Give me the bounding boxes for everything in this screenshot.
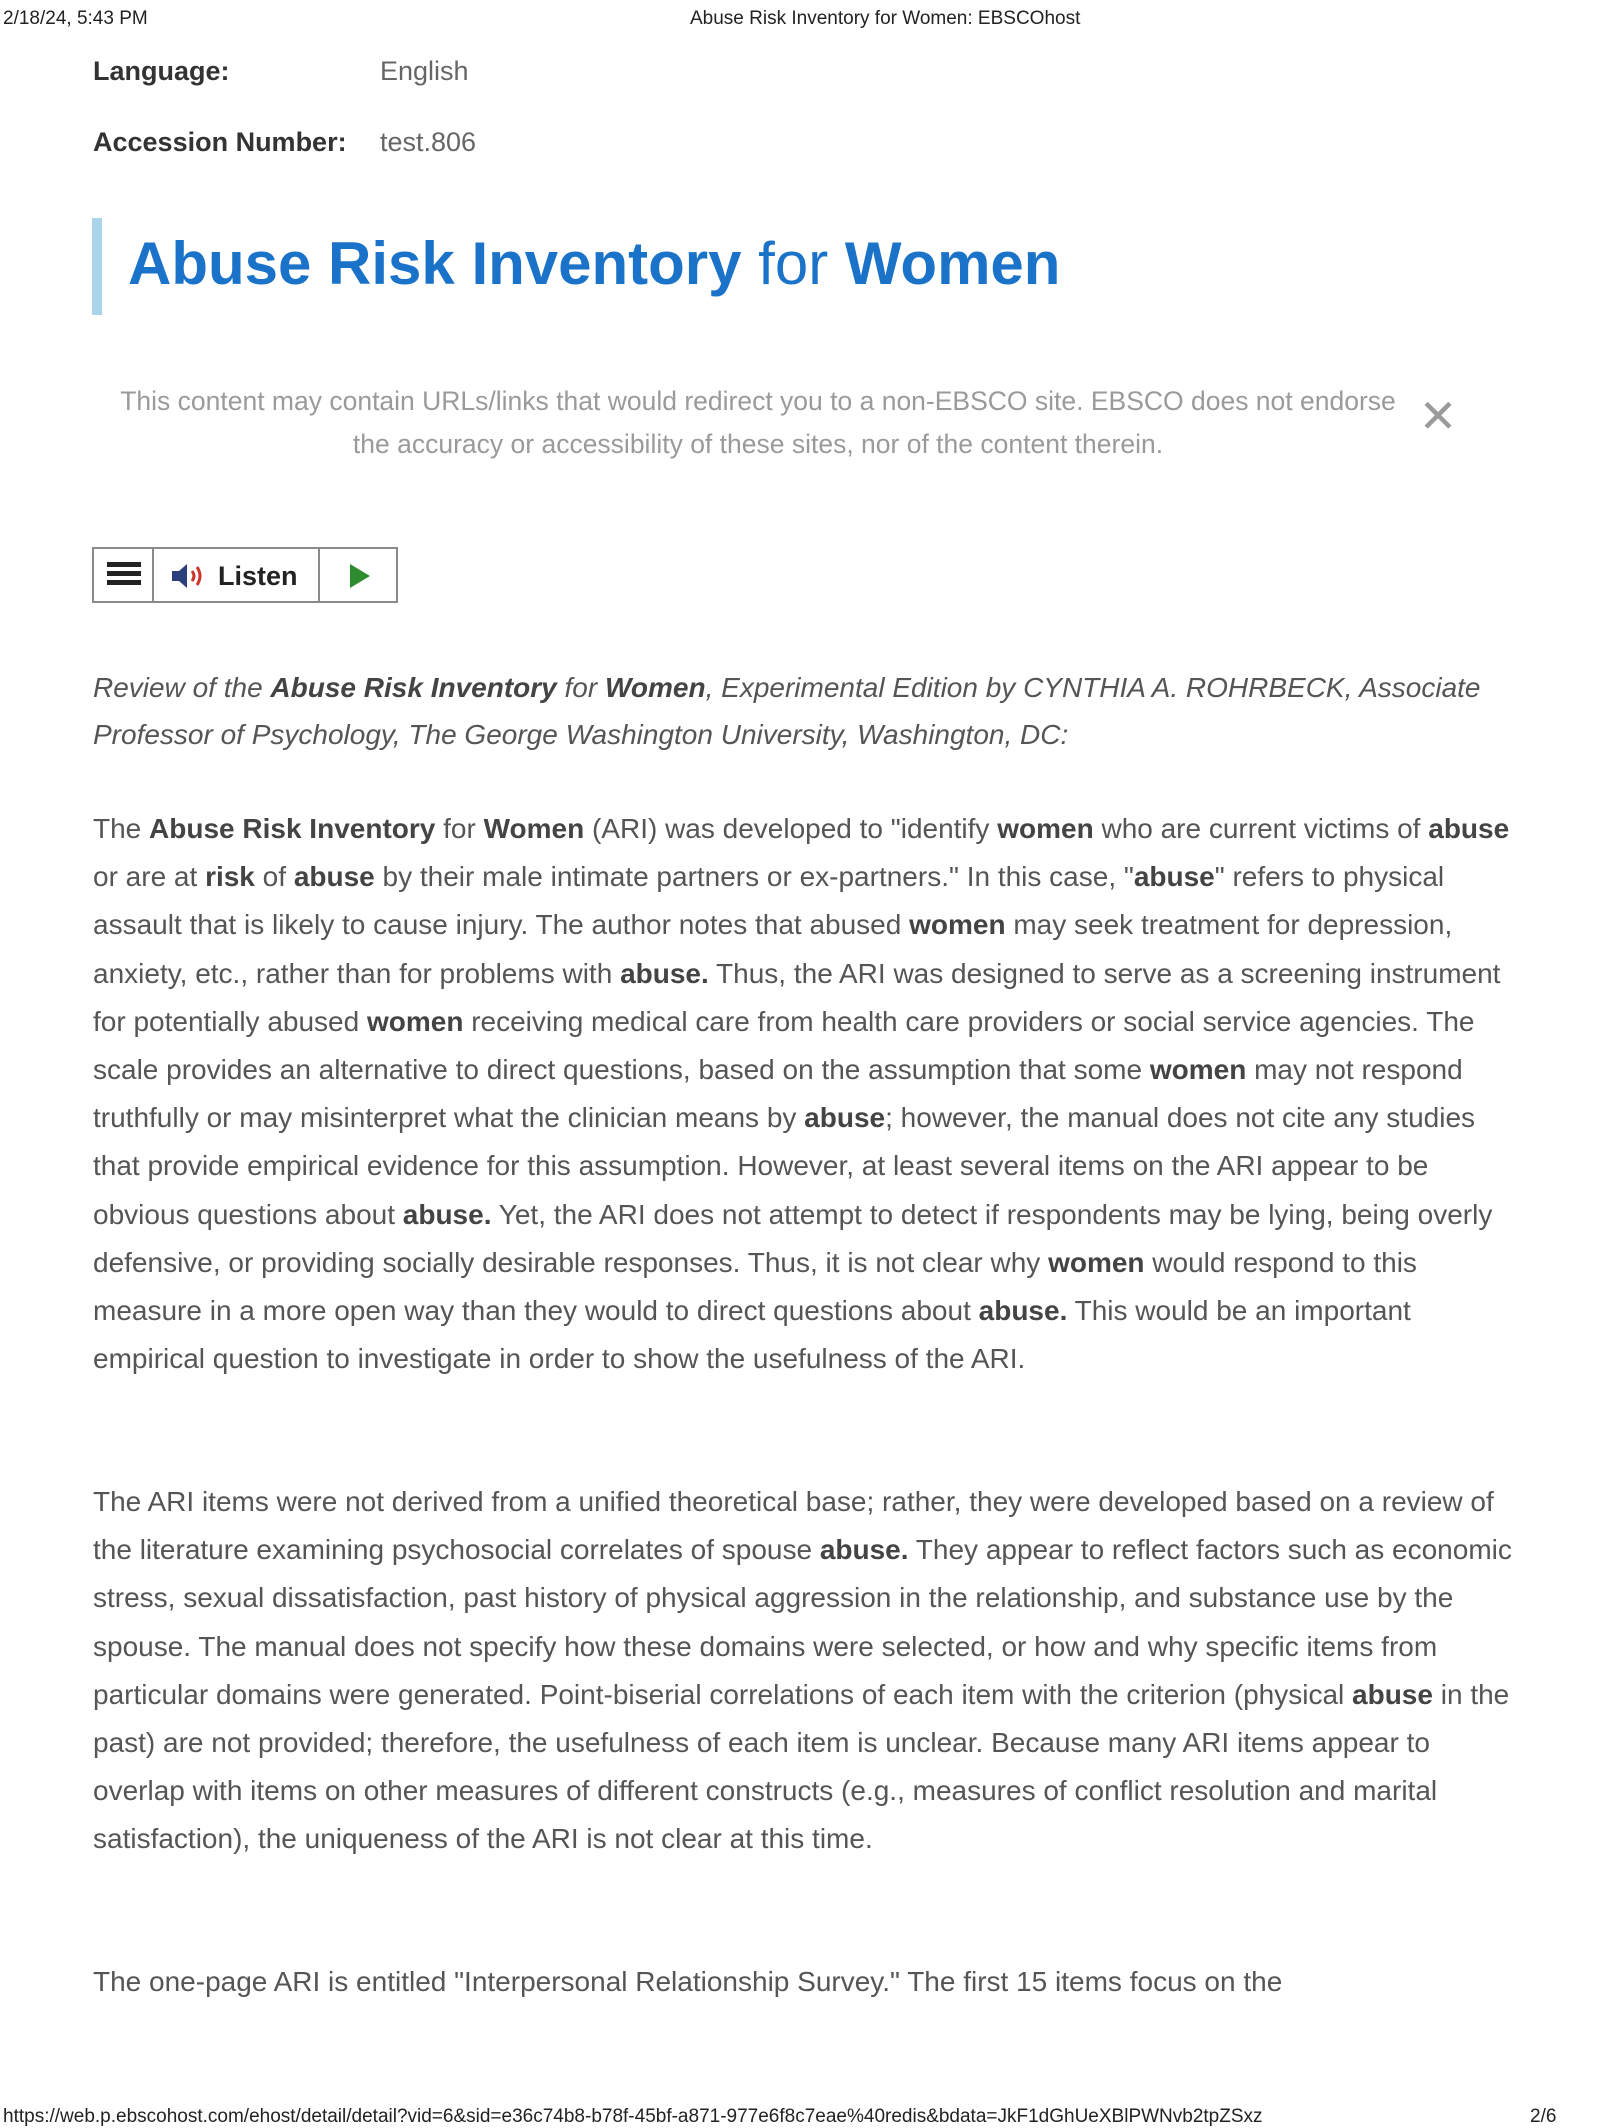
body-paragraph-1 <box>93 805 1513 1383</box>
title-part-2: for <box>741 230 845 297</box>
menu-icon <box>107 562 141 567</box>
accession-value: test.806 <box>380 127 477 157</box>
review-intro-bold-2: Women <box>604 672 706 703</box>
highlighted-term: abuse. <box>978 1295 1068 1327</box>
menu-button[interactable] <box>94 549 154 601</box>
paragraph-text: or are at <box>93 861 206 893</box>
paragraph-text: The ARI items were not derived from a unified theoretical base; rather, they were developed based on a review of the literature examining psychosocial correlates of spouse <box>93 1486 1494 1566</box>
play-icon <box>348 563 372 589</box>
highlighted-term: Abuse Risk Inventory <box>149 813 436 844</box>
highlighted-term: women <box>366 1005 464 1037</box>
highlighted-term: risk <box>205 861 255 893</box>
play-button[interactable] <box>320 549 396 601</box>
highlighted-term: women <box>1149 1054 1247 1086</box>
highlighted-term: abuse <box>293 861 375 893</box>
language-label: Language: <box>93 56 230 86</box>
print-url: https://web.p.ebscohost.com/ehost/detail/detail?vid=6&sid=e36c74b8-b78f-45bf-a871-977e6f8c7eae%40redis&bdata=JkF1dGhUeXBlPWNvb2tpZSxz <box>3 2106 1263 2127</box>
paragraph-text: They appear to reflect factors such as economic stress, sexual dissatisfaction, past history of physical aggression in the relationship, and substance use by the spouse. The manual does not specify how these domains were selected, or how and why specific items from particular domains were generated. Point-biserial correlations of each item with the criterion (physical <box>93 1534 1512 1710</box>
paragraph-text: " refers to physical assault that is likely to cause injury. The author notes that abused <box>93 861 1445 941</box>
highlighted-term: abuse. <box>402 1198 492 1230</box>
print-date: 2/18/24, 5:43 PM <box>3 8 148 29</box>
highlighted-term: women <box>997 813 1094 844</box>
paragraph-text: The <box>93 813 150 844</box>
highlighted-term: women <box>909 909 1006 941</box>
title-accent-bar <box>92 218 102 315</box>
paragraph-text: would respond to this measure in a more open way than they would to direct questions about <box>93 1246 1417 1327</box>
review-intro-text-2: for <box>556 672 605 703</box>
paragraph-text: ; however, the manual does not cite any studies that provide empirical evidence for this assumption. However, at least several items on the ARI appear to be obvious questions about <box>93 1102 1476 1230</box>
paragraph-text: for <box>435 813 484 844</box>
listen-button[interactable] <box>154 549 320 601</box>
body-paragraph-3: The one-page ARI is entitled "Interpersonal Relationship Survey." The first 15 items focus on the <box>93 1966 1283 1997</box>
accession-label: Accession Number: <box>93 127 347 157</box>
review-intro <box>93 664 1493 758</box>
paragraph-text: receiving medical care from health care providers or social service agencies. The scale provides an alternative to direct questions, based on the assumption that some <box>93 1005 1475 1086</box>
speaker-icon <box>170 562 208 590</box>
review-intro-text-1: Review of the <box>93 672 271 703</box>
external-link-disclaimer: This content may contain URLs/links that would redirect you to a non-EBSCO site. EBSCO does not endorse the accuracy or accessibility of these sites, nor of the content therein. <box>120 386 1396 459</box>
close-disclaimer-button[interactable] <box>1418 390 1458 442</box>
page-title <box>128 228 1060 300</box>
language-value: English <box>380 56 469 86</box>
print-header <box>0 4 1600 34</box>
paragraph-text: who are current victims of <box>1093 813 1429 844</box>
paragraph-text: by their male intimate partners or ex-partners." In this case, " <box>374 861 1134 893</box>
listen-label: Listen <box>218 561 298 591</box>
highlighted-term: abuse <box>1428 813 1510 844</box>
highlighted-term: women <box>1048 1246 1145 1278</box>
highlighted-term: abuse <box>804 1102 886 1134</box>
close-icon: ✕ <box>1418 390 1458 442</box>
highlighted-term: abuse. <box>819 1534 909 1566</box>
highlighted-term: abuse. <box>620 957 709 989</box>
highlighted-term: abuse <box>1133 861 1215 893</box>
paragraph-text: Thus, the ARI was designed to serve as a screening instrument for potentially abused <box>93 957 1501 1037</box>
title-part-3: Women <box>844 230 1061 297</box>
title-part-1: Abuse Risk Inventory <box>128 230 742 297</box>
read-aloud-toolbar <box>92 547 398 603</box>
paragraph-text: may seek treatment for depression, anxiety, etc., rather than for problems with <box>93 909 1453 989</box>
print-page-number: 2/6 <box>1530 2106 1557 2127</box>
print-title: Abuse Risk Inventory for Women: EBSCOhost <box>690 8 1081 29</box>
body-paragraph-2 <box>93 1478 1513 1864</box>
highlighted-term: Women <box>483 813 585 844</box>
paragraph-text: (ARI) was developed to "identify <box>584 813 998 844</box>
paragraph-text: Yet, the ARI does not attempt to detect if respondents may be lying, being overly defensive, or providing socially desirable responses. Thus, it is not clear why <box>93 1198 1493 1278</box>
review-intro-text-3: , Experimental Edition by CYNTHIA A. ROHRBECK, Associate Professor of Psychology, The George Washington University, Washington, DC: <box>93 672 1481 750</box>
paragraph-text: of <box>254 861 294 893</box>
menu-icon-line <box>107 571 141 576</box>
paragraph-text: in the past) are not provided; therefore, the usefulness of each item is unclear. Because many ARI items appear to overlap with items on other measures of different constructs (e.g., measures of conflict resolution and marital satisfaction), the uniqueness of the ARI is not clear at this time. <box>93 1678 1510 1855</box>
menu-icon-line <box>107 580 141 585</box>
paragraph-text: may not respond truthfully or may misinterpret what the clinician means by <box>93 1054 1463 1134</box>
review-intro-bold-1: Abuse Risk Inventory <box>270 672 557 703</box>
paragraph-text: This would be an important empirical question to investigate in order to show the usefulness of the ARI. <box>93 1295 1411 1375</box>
print-footer <box>0 2098 1600 2128</box>
highlighted-term: abuse <box>1352 1678 1433 1710</box>
